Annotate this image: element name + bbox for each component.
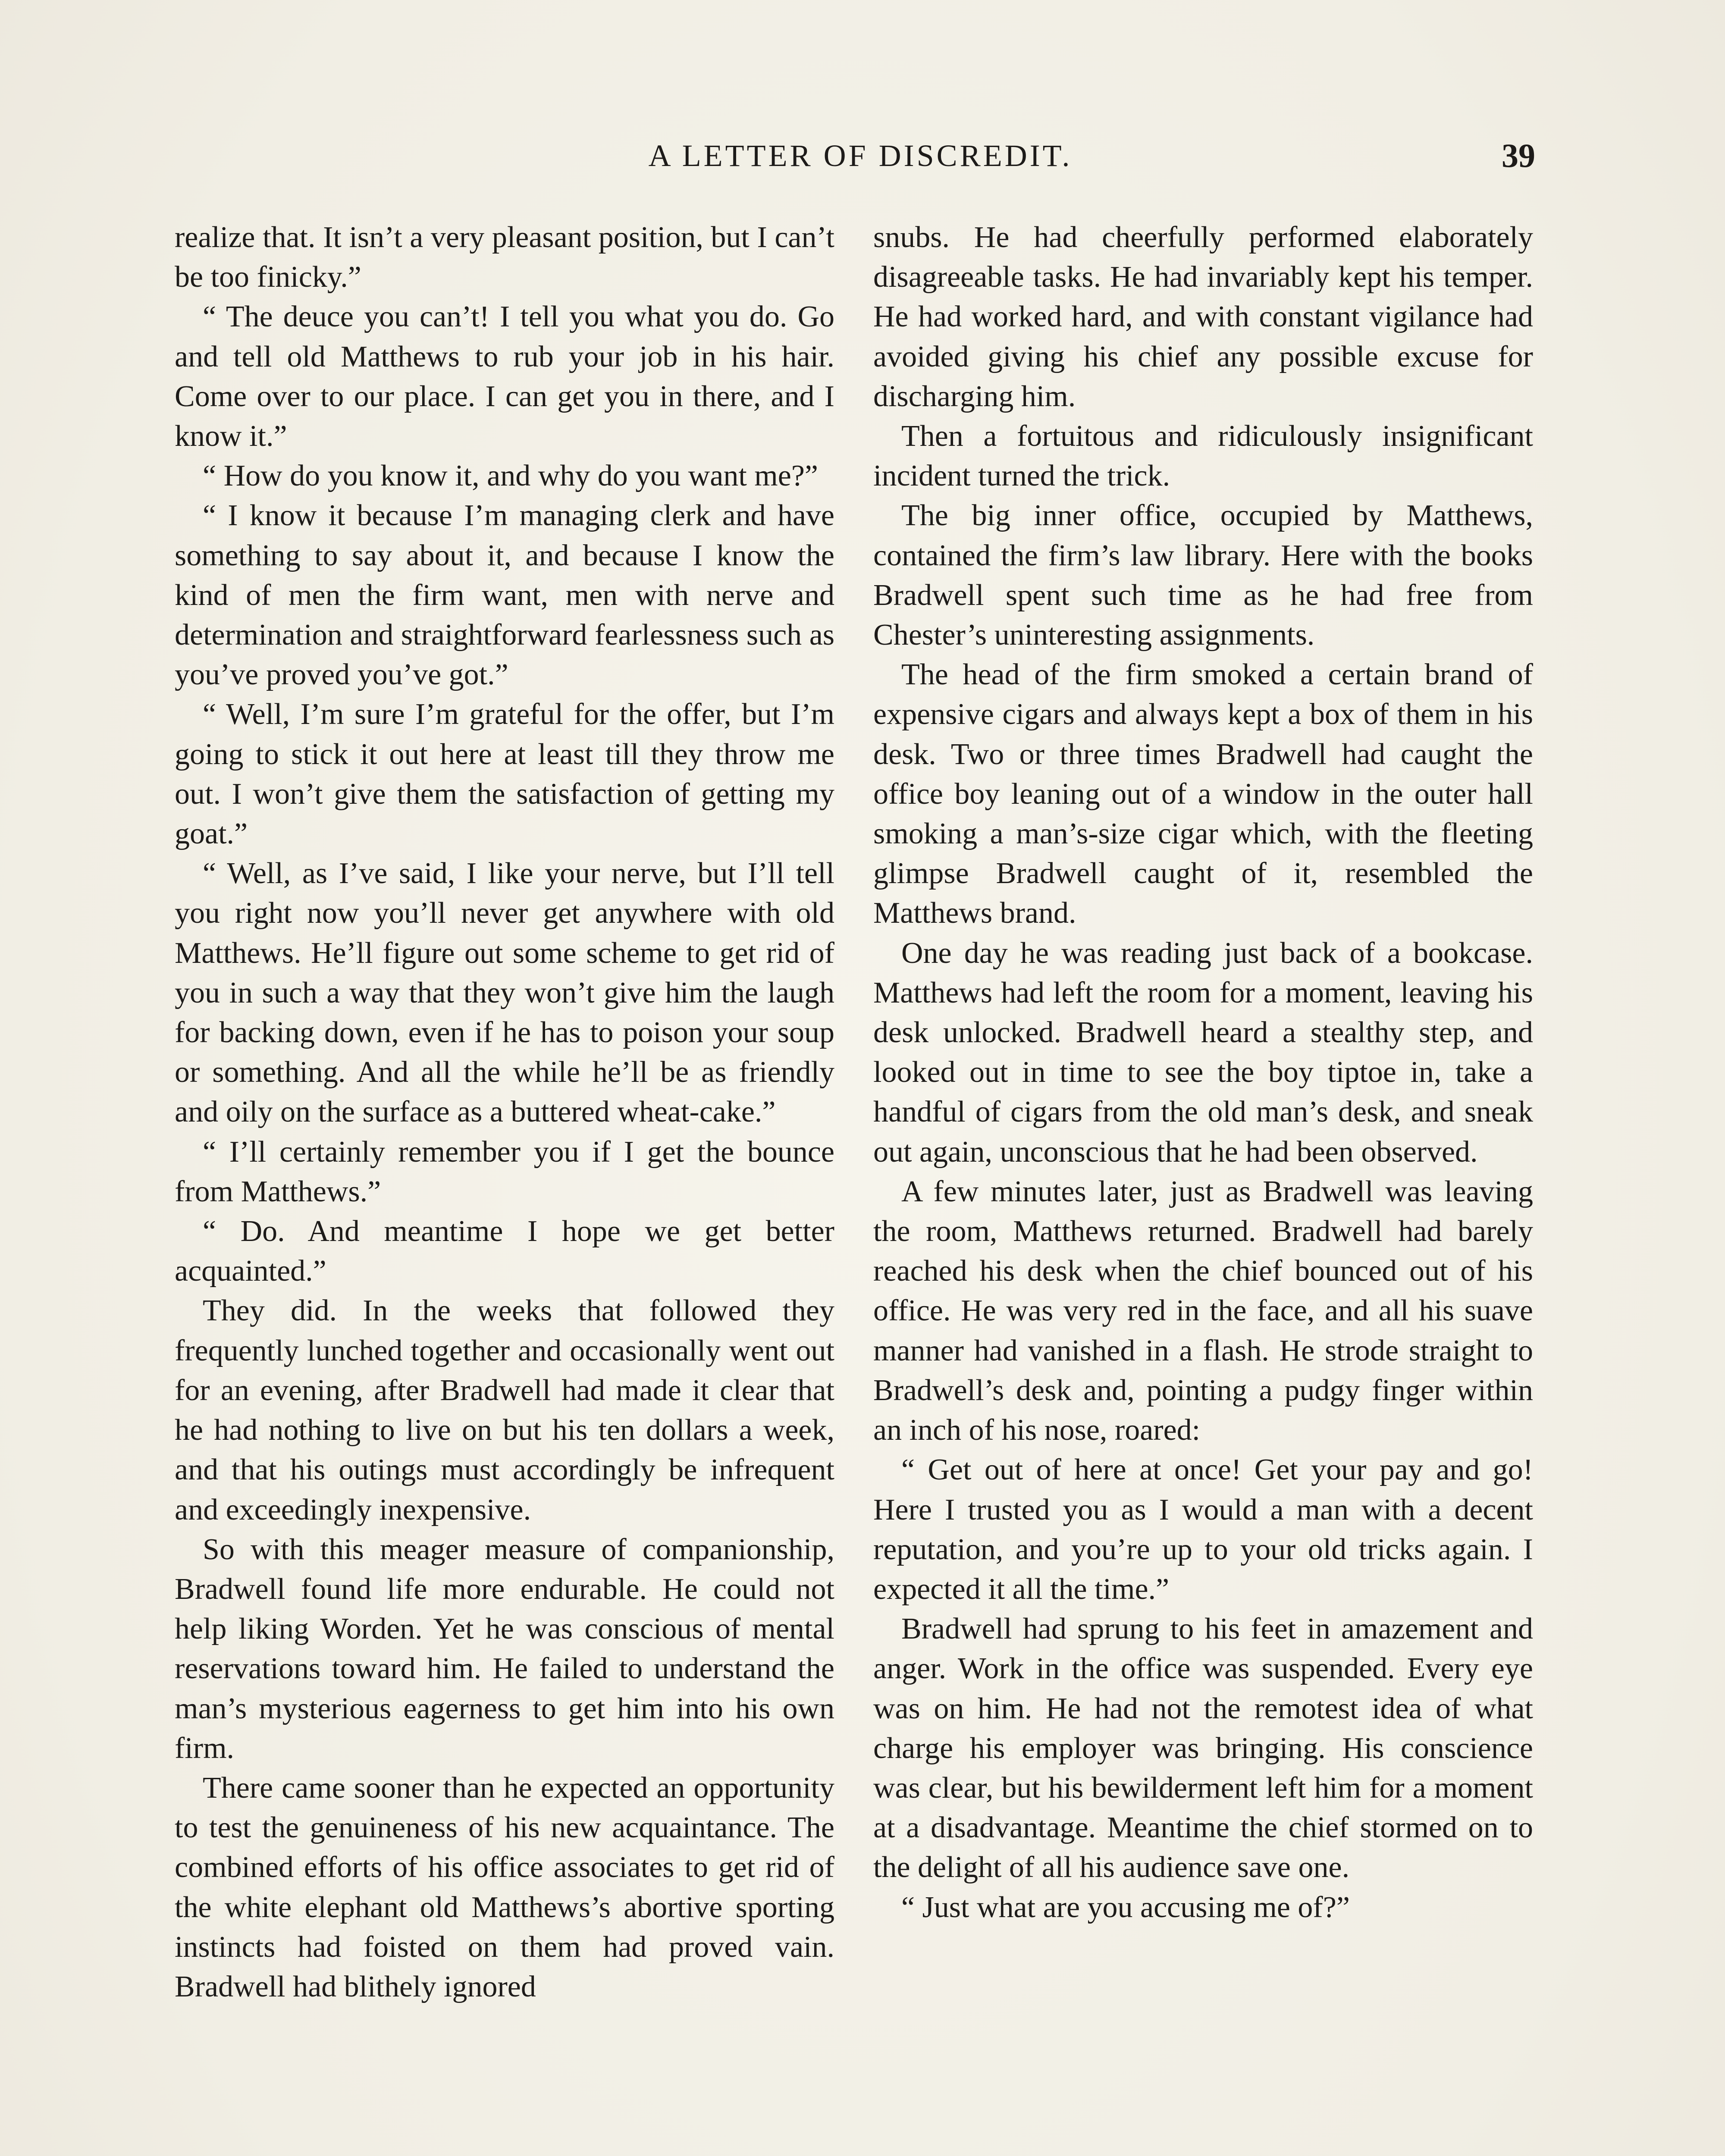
- paragraph: “ How do you know it, and why do you want me?”: [203, 459, 818, 493]
- paragraph: So with this meager measure of companionship, Bradwell found life more endurable. He could not help liking Worden. Yet he was conscious of mental reservations toward him. He failed to understand the man’s mysterious eagerness to get him into his own firm.: [175, 1532, 834, 1765]
- page-number: 39: [1502, 137, 1535, 174]
- running-title: A LETTER OF DISCREDIT.: [648, 138, 1073, 173]
- paragraph: “ Well, I’m sure I’m grateful for the offer, but I’m going to stick it out here at least till they throw me out. I won’t give them the satisfaction of getting my goat.”: [175, 698, 834, 851]
- paragraph: “ I’ll certainly remember you if I get the bounce from Matthews.”: [175, 1135, 834, 1208]
- paragraph: realize that. It isn’t a very pleasant position, but I can’t be too finicky.”: [175, 221, 834, 294]
- paragraph: “ The deuce you can’t! I tell you what you do. Go and tell old Matthews to rub your job in his hair. Come over to our place. I can get you in there, and I know it.”: [175, 300, 834, 453]
- paragraph: Bradwell had sprung to his feet in amazement and anger. Work in the office was suspended. Every eye was on him. He had not the remotest idea of what charge his employer was bringing. His conscience was clear, but his bewilderment left him for a moment at a disadvantage. Meantime the chief stormed on to the delight of all his audience save one.: [873, 1612, 1533, 1884]
- left-text-column: [175, 218, 834, 2007]
- paragraph: “ Do. And meantime I hope we get better acquainted.”: [175, 1215, 834, 1288]
- paragraph: “ Well, as I’ve said, I like your nerve, but I’ll tell you right now you’ll never get anywhere with old Matthews. He’ll figure out some scheme to get rid of you in such a way that they won’t give him the laugh for backing down, even if he has to poison your soup or something. And all the while he’ll be as friendly and oily on the surface as a buttered wheat-cake.”: [175, 857, 834, 1129]
- paragraph: Then a fortuitous and ridiculously insignificant incident turned the trick.: [873, 420, 1533, 493]
- paragraph: There came sooner than he expected an opportunity to test the genuineness of his new acquaintance. The combined efforts of his office associates to get rid of the white elephant old Matthews’s abortive sporting instincts had foisted on them had proved vain. Bradwell had blithely ignored: [175, 1771, 834, 2003]
- paragraph: One day he was reading just back of a bookcase. Matthews had left the room for a moment, leaving his desk unlocked. Bradwell heard a stealthy step, and looked out in time to see the boy tiptoe in, take a handful of cigars from the old man’s desk, and sneak out again, unconscious that he had been observed.: [873, 936, 1533, 1169]
- paragraph: “ Just what are you accusing me of?”: [901, 1890, 1350, 1924]
- paragraph: A few minutes later, just as Bradwell was leaving the room, Matthews returned. Bradwell had barely reached his desk when the chief bounced out of his office. He was very red in the face, and all his suave manner had vanished in a flash. He strode straight to Bradwell’s desk and, pointing a pudgy finger within an inch of his nose, roared:: [873, 1175, 1533, 1447]
- right-text-column: [873, 218, 1533, 1927]
- paragraph: The head of the firm smoked a certain brand of expensive cigars and always kept a box of them in his desk. Two or three times Bradwell had caught the office boy leaning out of a window in the outer hall smoking a man’s-size cigar which, with the fleeting glimpse Bradwell caught of it, resembled the Matthews brand.: [873, 658, 1533, 930]
- paragraph: “ I know it because I’m managing clerk and have something to say about it, and because I know the kind of men the firm want, men with nerve and determination and straightforward fearlessness such as you’ve proved you’ve got.”: [175, 499, 834, 692]
- paragraph: They did. In the weeks that followed they frequently lunched together and occasionally went out for an evening, after Bradwell had made it clear that he had nothing to live on but his ten dollars a week, and that his outings must accordingly be infrequent and exceedingly inexpensive.: [175, 1294, 834, 1526]
- paragraph: The big inner office, occupied by Matthews, contained the firm’s law library. Here with the books Bradwell spent such time as he had free from Chester’s uninteresting assignments.: [873, 499, 1533, 652]
- paragraph: snubs. He had cheerfully performed elaborately disagreeable tasks. He had invariably kept his temper. He had worked hard, and with constant vigilance had avoided giving his chief any possible excuse for discharging him.: [873, 221, 1533, 413]
- paragraph: “ Get out of here at once! Get your pay and go! Here I trusted you as I would a man with a decent reputation, and you’re up to your old tricks again. I expected it all the time.”: [873, 1453, 1533, 1606]
